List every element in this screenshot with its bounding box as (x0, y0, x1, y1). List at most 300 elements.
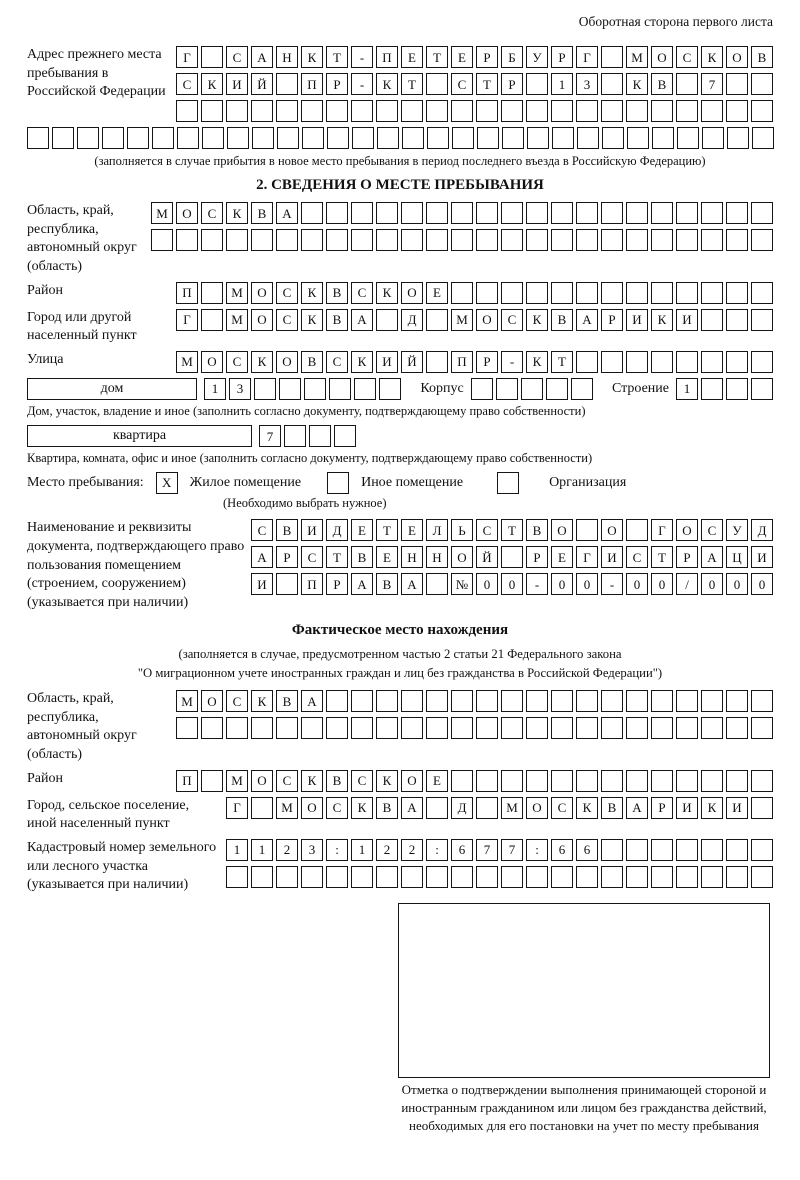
char-cell[interactable] (751, 797, 773, 819)
char-cell[interactable]: 2 (376, 839, 398, 861)
char-cell[interactable] (451, 202, 473, 224)
char-cell[interactable]: С (701, 519, 723, 541)
char-cell[interactable]: Р (501, 73, 523, 95)
char-cell[interactable]: М (226, 282, 248, 304)
char-cell[interactable] (751, 309, 773, 331)
char-cell[interactable]: В (276, 690, 298, 712)
char-cell[interactable]: К (526, 309, 548, 331)
char-cell[interactable]: П (451, 351, 473, 373)
char-cell[interactable] (701, 378, 723, 400)
char-cell[interactable] (726, 770, 748, 792)
char-cell[interactable]: Т (326, 46, 348, 68)
char-cell[interactable] (301, 717, 323, 739)
char-cell[interactable] (376, 866, 398, 888)
char-cell[interactable]: Ц (726, 546, 748, 568)
char-cell[interactable] (576, 100, 598, 122)
char-cell[interactable] (176, 100, 198, 122)
char-cell[interactable]: К (251, 690, 273, 712)
dom-box[interactable]: дом (27, 378, 197, 400)
char-cell[interactable] (626, 770, 648, 792)
char-cell[interactable] (676, 282, 698, 304)
char-cell[interactable] (526, 690, 548, 712)
char-cell[interactable]: Т (651, 546, 673, 568)
char-cell[interactable] (676, 866, 698, 888)
char-cell[interactable]: 1 (226, 839, 248, 861)
char-cell[interactable] (276, 100, 298, 122)
char-cell[interactable]: О (651, 46, 673, 68)
char-cell[interactable]: К (651, 309, 673, 331)
char-cell[interactable]: / (676, 573, 698, 595)
char-cell[interactable]: 1 (551, 73, 573, 95)
char-cell[interactable]: К (301, 282, 323, 304)
char-cell[interactable] (327, 127, 349, 149)
char-cell[interactable] (426, 100, 448, 122)
char-cell[interactable] (476, 797, 498, 819)
char-cell[interactable] (651, 202, 673, 224)
char-cell[interactable] (602, 127, 624, 149)
char-cell[interactable] (451, 100, 473, 122)
char-cell[interactable]: П (176, 282, 198, 304)
char-cell[interactable] (751, 202, 773, 224)
char-cell[interactable]: О (676, 519, 698, 541)
char-cell[interactable] (501, 717, 523, 739)
char-cell[interactable]: А (576, 309, 598, 331)
char-cell[interactable]: С (276, 309, 298, 331)
char-cell[interactable]: О (251, 309, 273, 331)
char-cell[interactable] (351, 202, 373, 224)
char-cell[interactable]: К (226, 202, 248, 224)
char-cell[interactable]: В (601, 797, 623, 819)
char-cell[interactable] (476, 202, 498, 224)
char-cell[interactable]: К (301, 309, 323, 331)
char-cell[interactable] (576, 282, 598, 304)
char-cell[interactable] (551, 282, 573, 304)
char-cell[interactable] (626, 202, 648, 224)
char-cell[interactable] (726, 717, 748, 739)
char-cell[interactable] (726, 378, 748, 400)
char-cell[interactable] (576, 229, 598, 251)
char-cell[interactable]: А (701, 546, 723, 568)
char-cell[interactable] (651, 282, 673, 304)
char-cell[interactable]: В (351, 546, 373, 568)
char-cell[interactable] (676, 839, 698, 861)
char-cell[interactable]: С (351, 282, 373, 304)
char-cell[interactable]: Й (251, 73, 273, 95)
char-cell[interactable] (426, 866, 448, 888)
char-cell[interactable] (326, 866, 348, 888)
char-cell[interactable] (651, 351, 673, 373)
char-cell[interactable]: В (376, 573, 398, 595)
char-cell[interactable] (77, 127, 99, 149)
char-cell[interactable] (401, 866, 423, 888)
char-cell[interactable]: М (176, 351, 198, 373)
char-cell[interactable]: И (676, 797, 698, 819)
inoe-checkbox[interactable] (327, 472, 349, 494)
char-cell[interactable]: 6 (576, 839, 598, 861)
char-cell[interactable]: С (476, 519, 498, 541)
char-cell[interactable]: - (351, 46, 373, 68)
char-cell[interactable]: Д (326, 519, 348, 541)
char-cell[interactable] (626, 839, 648, 861)
char-cell[interactable] (402, 127, 424, 149)
char-cell[interactable] (626, 690, 648, 712)
char-cell[interactable] (551, 770, 573, 792)
char-cell[interactable] (476, 770, 498, 792)
char-cell[interactable] (751, 770, 773, 792)
char-cell[interactable]: Р (651, 797, 673, 819)
char-cell[interactable]: Н (276, 46, 298, 68)
char-cell[interactable] (201, 717, 223, 739)
char-cell[interactable] (676, 73, 698, 95)
char-cell[interactable]: В (551, 309, 573, 331)
char-cell[interactable] (726, 229, 748, 251)
char-cell[interactable]: А (251, 546, 273, 568)
char-cell[interactable] (284, 425, 306, 447)
char-cell[interactable] (351, 690, 373, 712)
char-cell[interactable] (426, 797, 448, 819)
char-cell[interactable] (401, 717, 423, 739)
char-cell[interactable] (276, 229, 298, 251)
char-cell[interactable]: 7 (476, 839, 498, 861)
char-cell[interactable] (626, 866, 648, 888)
char-cell[interactable]: М (151, 202, 173, 224)
char-cell[interactable] (309, 425, 331, 447)
char-cell[interactable]: К (576, 797, 598, 819)
char-cell[interactable] (651, 690, 673, 712)
char-cell[interactable]: Т (326, 546, 348, 568)
char-cell[interactable] (471, 378, 493, 400)
char-cell[interactable] (501, 202, 523, 224)
char-cell[interactable] (726, 100, 748, 122)
char-cell[interactable]: И (376, 351, 398, 373)
char-cell[interactable] (521, 378, 543, 400)
char-cell[interactable]: 1 (204, 378, 226, 400)
char-cell[interactable] (701, 866, 723, 888)
char-cell[interactable]: Г (176, 309, 198, 331)
char-cell[interactable] (451, 229, 473, 251)
char-cell[interactable] (626, 100, 648, 122)
char-cell[interactable] (376, 717, 398, 739)
char-cell[interactable]: Е (401, 519, 423, 541)
char-cell[interactable]: Г (176, 46, 198, 68)
char-cell[interactable] (302, 127, 324, 149)
char-cell[interactable] (526, 717, 548, 739)
char-cell[interactable]: Р (551, 46, 573, 68)
char-cell[interactable]: О (401, 282, 423, 304)
char-cell[interactable] (627, 127, 649, 149)
char-cell[interactable]: 1 (676, 378, 698, 400)
char-cell[interactable] (551, 202, 573, 224)
char-cell[interactable]: С (326, 351, 348, 373)
char-cell[interactable]: 0 (551, 573, 573, 595)
char-cell[interactable]: К (526, 351, 548, 373)
char-cell[interactable]: В (526, 519, 548, 541)
char-cell[interactable] (401, 229, 423, 251)
char-cell[interactable] (601, 839, 623, 861)
char-cell[interactable] (451, 282, 473, 304)
char-cell[interactable]: Г (576, 546, 598, 568)
char-cell[interactable] (501, 866, 523, 888)
char-cell[interactable] (152, 127, 174, 149)
char-cell[interactable] (354, 378, 376, 400)
char-cell[interactable]: С (451, 73, 473, 95)
char-cell[interactable] (726, 73, 748, 95)
char-cell[interactable]: И (301, 519, 323, 541)
char-cell[interactable] (496, 378, 518, 400)
char-cell[interactable]: : (326, 839, 348, 861)
char-cell[interactable] (451, 717, 473, 739)
char-cell[interactable] (751, 351, 773, 373)
char-cell[interactable]: А (401, 797, 423, 819)
char-cell[interactable] (254, 378, 276, 400)
char-cell[interactable]: И (676, 309, 698, 331)
char-cell[interactable]: В (251, 202, 273, 224)
char-cell[interactable] (676, 770, 698, 792)
char-cell[interactable] (251, 100, 273, 122)
char-cell[interactable] (726, 282, 748, 304)
char-cell[interactable]: О (301, 797, 323, 819)
char-cell[interactable] (52, 127, 74, 149)
char-cell[interactable] (426, 309, 448, 331)
char-cell[interactable] (201, 770, 223, 792)
char-cell[interactable]: Й (476, 546, 498, 568)
char-cell[interactable] (626, 717, 648, 739)
char-cell[interactable] (751, 229, 773, 251)
char-cell[interactable]: К (376, 282, 398, 304)
char-cell[interactable]: : (526, 839, 548, 861)
char-cell[interactable]: П (376, 46, 398, 68)
char-cell[interactable]: Р (276, 546, 298, 568)
char-cell[interactable]: К (301, 46, 323, 68)
char-cell[interactable]: Р (476, 351, 498, 373)
char-cell[interactable] (151, 229, 173, 251)
char-cell[interactable]: 0 (726, 573, 748, 595)
char-cell[interactable]: В (326, 282, 348, 304)
char-cell[interactable]: А (351, 573, 373, 595)
char-cell[interactable]: Е (351, 519, 373, 541)
char-cell[interactable]: М (451, 309, 473, 331)
char-cell[interactable] (576, 202, 598, 224)
char-cell[interactable] (326, 202, 348, 224)
char-cell[interactable]: С (226, 690, 248, 712)
char-cell[interactable] (751, 378, 773, 400)
char-cell[interactable] (701, 309, 723, 331)
char-cell[interactable] (526, 229, 548, 251)
char-cell[interactable]: 6 (451, 839, 473, 861)
char-cell[interactable] (701, 351, 723, 373)
char-cell[interactable]: Д (401, 309, 423, 331)
char-cell[interactable] (276, 717, 298, 739)
char-cell[interactable] (551, 717, 573, 739)
char-cell[interactable] (726, 866, 748, 888)
char-cell[interactable] (376, 309, 398, 331)
char-cell[interactable]: Р (326, 573, 348, 595)
char-cell[interactable] (526, 866, 548, 888)
char-cell[interactable]: : (426, 839, 448, 861)
char-cell[interactable] (676, 690, 698, 712)
char-cell[interactable]: Е (551, 546, 573, 568)
char-cell[interactable] (601, 46, 623, 68)
char-cell[interactable] (726, 351, 748, 373)
char-cell[interactable]: № (451, 573, 473, 595)
char-cell[interactable] (676, 229, 698, 251)
char-cell[interactable] (601, 351, 623, 373)
char-cell[interactable] (226, 866, 248, 888)
char-cell[interactable] (301, 100, 323, 122)
char-cell[interactable] (526, 100, 548, 122)
char-cell[interactable]: М (226, 770, 248, 792)
char-cell[interactable]: Т (476, 73, 498, 95)
char-cell[interactable] (301, 866, 323, 888)
char-cell[interactable] (551, 229, 573, 251)
char-cell[interactable]: В (326, 770, 348, 792)
char-cell[interactable]: С (501, 309, 523, 331)
char-cell[interactable] (501, 770, 523, 792)
char-cell[interactable]: Г (576, 46, 598, 68)
char-cell[interactable] (501, 282, 523, 304)
char-cell[interactable] (751, 73, 773, 95)
char-cell[interactable]: С (626, 546, 648, 568)
char-cell[interactable]: А (626, 797, 648, 819)
char-cell[interactable]: С (351, 770, 373, 792)
char-cell[interactable]: И (226, 73, 248, 95)
char-cell[interactable]: 0 (576, 573, 598, 595)
char-cell[interactable] (651, 229, 673, 251)
char-cell[interactable]: М (276, 797, 298, 819)
char-cell[interactable]: 0 (501, 573, 523, 595)
char-cell[interactable] (426, 229, 448, 251)
char-cell[interactable]: У (526, 46, 548, 68)
char-cell[interactable] (752, 127, 774, 149)
char-cell[interactable] (601, 717, 623, 739)
char-cell[interactable]: К (701, 797, 723, 819)
char-cell[interactable] (577, 127, 599, 149)
char-cell[interactable]: - (526, 573, 548, 595)
char-cell[interactable]: 0 (626, 573, 648, 595)
char-cell[interactable] (726, 309, 748, 331)
char-cell[interactable]: В (301, 351, 323, 373)
char-cell[interactable] (601, 690, 623, 712)
char-cell[interactable] (551, 866, 573, 888)
char-cell[interactable]: О (401, 770, 423, 792)
char-cell[interactable] (501, 100, 523, 122)
char-cell[interactable]: В (651, 73, 673, 95)
char-cell[interactable] (751, 717, 773, 739)
char-cell[interactable] (401, 202, 423, 224)
char-cell[interactable] (476, 690, 498, 712)
char-cell[interactable] (651, 770, 673, 792)
char-cell[interactable]: К (376, 73, 398, 95)
char-cell[interactable] (251, 866, 273, 888)
char-cell[interactable] (279, 378, 301, 400)
char-cell[interactable]: О (276, 351, 298, 373)
char-cell[interactable]: Р (476, 46, 498, 68)
char-cell[interactable] (701, 229, 723, 251)
char-cell[interactable]: И (726, 797, 748, 819)
kvartira-box[interactable]: квартира (27, 425, 252, 447)
char-cell[interactable]: О (451, 546, 473, 568)
char-cell[interactable] (576, 519, 598, 541)
char-cell[interactable] (251, 229, 273, 251)
char-cell[interactable]: Т (376, 519, 398, 541)
char-cell[interactable] (677, 127, 699, 149)
char-cell[interactable]: Д (751, 519, 773, 541)
char-cell[interactable] (476, 282, 498, 304)
char-cell[interactable] (226, 229, 248, 251)
char-cell[interactable]: С (176, 73, 198, 95)
char-cell[interactable] (276, 573, 298, 595)
char-cell[interactable] (226, 717, 248, 739)
char-cell[interactable]: М (626, 46, 648, 68)
char-cell[interactable] (251, 717, 273, 739)
char-cell[interactable]: П (301, 573, 323, 595)
char-cell[interactable] (377, 127, 399, 149)
char-cell[interactable] (476, 229, 498, 251)
char-cell[interactable] (576, 717, 598, 739)
char-cell[interactable] (176, 717, 198, 739)
char-cell[interactable]: П (301, 73, 323, 95)
char-cell[interactable]: О (201, 690, 223, 712)
char-cell[interactable] (201, 46, 223, 68)
char-cell[interactable] (701, 100, 723, 122)
char-cell[interactable] (277, 127, 299, 149)
char-cell[interactable] (276, 866, 298, 888)
char-cell[interactable] (351, 229, 373, 251)
char-cell[interactable] (676, 202, 698, 224)
char-cell[interactable]: Л (426, 519, 448, 541)
char-cell[interactable]: О (251, 282, 273, 304)
char-cell[interactable]: В (751, 46, 773, 68)
char-cell[interactable]: С (201, 202, 223, 224)
char-cell[interactable] (426, 573, 448, 595)
char-cell[interactable] (552, 127, 574, 149)
char-cell[interactable]: 0 (701, 573, 723, 595)
char-cell[interactable] (451, 690, 473, 712)
char-cell[interactable] (476, 866, 498, 888)
char-cell[interactable]: О (726, 46, 748, 68)
char-cell[interactable]: И (601, 546, 623, 568)
char-cell[interactable]: И (251, 573, 273, 595)
char-cell[interactable] (652, 127, 674, 149)
char-cell[interactable] (751, 866, 773, 888)
char-cell[interactable]: Г (226, 797, 248, 819)
char-cell[interactable] (202, 127, 224, 149)
char-cell[interactable] (352, 127, 374, 149)
char-cell[interactable] (751, 690, 773, 712)
char-cell[interactable] (601, 866, 623, 888)
char-cell[interactable] (501, 229, 523, 251)
char-cell[interactable] (576, 866, 598, 888)
char-cell[interactable]: Д (451, 797, 473, 819)
char-cell[interactable]: Е (401, 46, 423, 68)
char-cell[interactable]: Н (426, 546, 448, 568)
char-cell[interactable]: С (226, 351, 248, 373)
char-cell[interactable] (102, 127, 124, 149)
char-cell[interactable]: К (351, 797, 373, 819)
char-cell[interactable] (701, 770, 723, 792)
char-cell[interactable] (329, 378, 351, 400)
char-cell[interactable] (601, 73, 623, 95)
char-cell[interactable]: Г (651, 519, 673, 541)
char-cell[interactable] (177, 127, 199, 149)
char-cell[interactable] (576, 690, 598, 712)
char-cell[interactable] (701, 282, 723, 304)
char-cell[interactable] (751, 282, 773, 304)
char-cell[interactable] (626, 229, 648, 251)
char-cell[interactable]: 3 (576, 73, 598, 95)
char-cell[interactable]: О (551, 519, 573, 541)
char-cell[interactable]: А (251, 46, 273, 68)
